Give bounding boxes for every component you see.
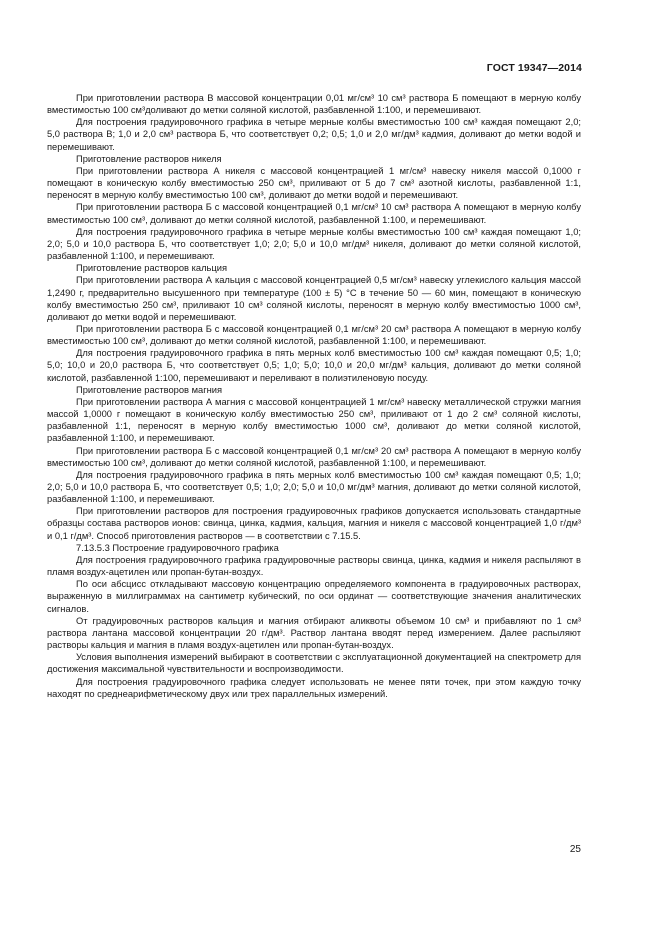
paragraph: По оси абсцисс откладывают массовую концентрацию определяемого компонента в градуировочных растворах, выраженную в миллиграммах на сантиметр кубический, по оси ординат — соответствующие значения аналитических сигналов.	[47, 579, 581, 614]
subsection-heading: 7.13.5.3 Построение градуировочного графика	[76, 542, 279, 553]
standard-header: ГОСТ 19347—2014	[486, 62, 582, 74]
paragraph: При приготовлении раствора А магния с массовой концентрацией 1 мг/см³ навеску металлической стружки магния массой 1,0000 г помещают в коническую колбу вместимостью 250 см³, приливают от 1 до 2 см³ соляной кислоты, разбавленной 1:1, переносят в мерную колбу вместимостью 1000 см³, доливают до метки соляной кислотой, разбавленной 1:100, и перемешивают.	[47, 396, 581, 444]
paragraph: При приготовлении раствора Б с массовой концентрацией 0,1 мг/см³ 20 см³ раствора А помещают в мерную колбу вместимостью 100 см³, доливают до метки соляной кислотой, разбавленной 1:100, и перемешивают.	[47, 323, 581, 347]
paragraph: При приготовлении раствора Б с массовой концентрацией 0,1 мг/см³ 20 см³ раствора А помещают в мерную колбу вместимостью 100 см³, доливают до метки соляной кислотой, разбавленной 1:100, и перемешивают.	[47, 445, 581, 468]
section-heading-magnesium: Приготовление растворов магния	[76, 384, 223, 395]
section-heading-nickel: Приготовление растворов никеля	[76, 153, 222, 164]
paragraph: При приготовлении раствора В массовой концентрации 0,01 мг/см³ 10 см³ раствора Б помещают в мерную колбу вместимостью 100 см³доливают до метки соляной кислотой, разбавленной 1:100, и перемешивают.	[47, 93, 581, 116]
paragraph: Для построения градуировочного графика в четыре мерные колбы вместимостью 100 см³ каждая помещают 2,0; 5,0 раствора В; 1,0 и 2,0 см³ раствора Б, что соответствует 0,2; 0,5; 1,0 и 2,0 мг/дм³ кадмия, доливают до метки водой и перемешивают.	[47, 117, 581, 152]
document-body	[47, 92, 581, 700]
paragraph: Условия выполнения измерений выбирают в соответствии с эксплуатационной документацией на спектрометр для достижения максимальной чувствительности и воспроизводимости.	[47, 652, 581, 675]
paragraph: При приготовлении растворов для построения градуировочных графиков допускается использовать стандартные образцы состава растворов ионов: свинца, цинка, кадмия, кальция, магния и никеля с массовой концентрацией 1,0 г/дм³ и 0,1 г/дм³. Способ приготовления растворов — в соответствии с 7.15.5.	[47, 506, 581, 541]
page-number: 25	[569, 844, 581, 855]
paragraph: Для построения градуировочного графика в четыре мерные колбы вместимостью 100 см³ каждая помещают 1,0; 2,0; 5,0 и 10,0 раствора Б, что соответствует 1,0; 2,0; 5,0 и 10,0 мг/дм³ никеля, доливают до метки соляной кислотой, разбавленной 1:100, и перемешивают.	[47, 226, 581, 262]
paragraph: При приготовлении раствора А никеля с массовой концентрацией 1 мг/см³ навеску никеля массой 0,1000 г помещают в коническую колбу вместимостью 250 см³, приливают от 5 до 7 см³ азотной кислоты, разбавленной 1:1, переносят в мерную колбу вместимостью 100 см³, доливают до метки водой и перемешивают.	[47, 165, 581, 201]
paragraph: При приготовлении раствора А кальция с массовой концентрацией 0,5 мг/см³ навеску углекислого кальция массой 1,2490 г, предварительно высушенного при температуре (100 ± 5) °С в течение 50 — 60 мин, помещают в коническую колбу вместимостью 250 см³, приливают 10 см³ соляной кислоты, переносят в мерную колбу вместимостью 1000 см³, доливают до метки водой и перемешивают.	[47, 275, 581, 322]
paragraph: От градуировочных растворов кальция и магния отбирают аликвоты объемом 10 см³ и прибавляют по 1 см³ раствора лантана массовой концентрации 20 г/дм³. Раствор лантана вводят перед измерением. Далее распыляют растворы кальция и магния в пламя воздух-ацетилен или пропан-бутан-воздух.	[47, 615, 581, 651]
paragraph: Для построения градуировочного графика в пять мерных колб вместимостью 100 см³ каждая помещают 0,5; 1,0; 2,0; 5,0 и 10,0 раствора Б, что соответствует 0,5; 1,0; 2,0; 5,0 и 10,0 мг/дм³ магния, доливают до метки соляной кислотой, разбавленной 1:100, и перемешивают.	[47, 469, 581, 505]
paragraph: Для построения градуировочного графика градуировочные растворы свинца, цинка, кадмия и никеля распыляют в пламя воздух-ацетилен или пропан-бутан-воздух.	[47, 554, 581, 578]
section-heading-calcium: Приготовление растворов кальция	[76, 263, 228, 274]
paragraph: Для построения градуировочного графика следует использовать не менее пяти точек, при этом каждую точку находят по среднеарифметическому двух или трех параллельных измерений.	[47, 676, 581, 699]
paragraph: Для построения градуировочного графика в пять мерных колб вместимостью 100 см³ каждая помещают 0,5; 1,0; 5,0; 10,0 и 20,0 раствора Б, что соответствует 0,5; 1,0; 5,0; 10,0 и 20,0 мг/дм³ кальция, доливают до метки соляной кислотой, разбавленной 1:100, перемешивают и переливают в полиэтиленовую посуду.	[47, 348, 581, 383]
paragraph: При приготовлении раствора Б с массовой концентрацией 0,1 мг/см³ 10 см³ раствора А помещают в мерную колбу вместимостью 100 см³, доливают до метки соляной кислотой, разбавленной 1:100, и перемешивают.	[47, 202, 581, 225]
